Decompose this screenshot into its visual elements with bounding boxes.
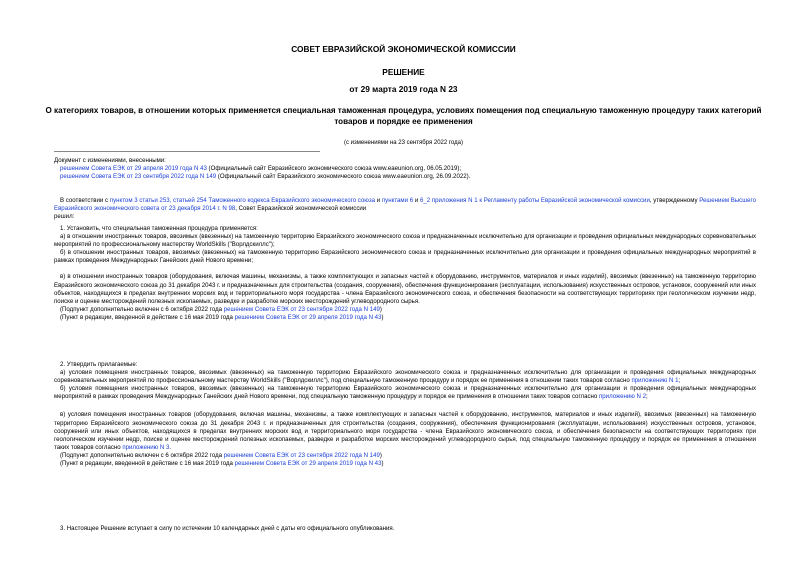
section-1-item-b: б) в отношении иностранных товаров, ввозимых (ввезенных) на таможенную территорию Евразийского экономического союза и предназначенных исключительно для организации и проведения официальных международных мероприятий в рамках проведения Международных Ганейских дней Нового времени; <box>54 249 756 265</box>
changes-item: решением Совета ЕЭК от 23 сентября 2022 года N 149 (Официальный сайт Евразийского экономического союза www.eaeunion.org, 26.09.2022). <box>60 173 471 181</box>
amendment-link-149[interactable]: решением Совета ЕЭК от 23 сентября 2022 года N 149 <box>223 451 380 459</box>
section-1-item-a: а) в отношении иностранных товаров, ввозимых (ввезенных) на таможенную территорию Евразийского экономического союза и предназначенных исключительно для организации и проведения официальных международных соревновательных мероприятий по профессиональному мастерству WorldSkills ("Ворлдскиллс"); <box>54 233 756 249</box>
section-1-item-v: в) в отношении иностранных товаров (оборудования, включая машины, механизмы, а также комплектующих и запасных частей к оборудованию, инструментов, материалов и иных изделий), ввозимых (ввезенных) на таможенную территорию Евразийского экономического союза до 31 декабря 2043 г. и предназначенных для строительства (создания, сооружения), обеспечения функционирования (эксплуатации, использования) искусственных островов, установок, сооружений или иных объектов, находящихся в пределах внутренних морских вод и территориального моря государства - члена Евразийского экономического союза, и обеспечения безопасности на соответствующих территориях при геологическом изучении недр, поиске и оценке месторождений полезных ископаемых, разведке и разработке морских месторождений углеводородного сырья. <box>54 273 756 305</box>
section-1-note-1: (Подпункт дополнительно включен с 6 октября 2022 года решением Совета ЕЭК от 23 сентября 2022 года N 149) <box>60 305 382 313</box>
appendix-1-link[interactable]: приложению N 1 <box>631 377 679 385</box>
change-link-1[interactable]: решением Совета ЕЭК от 29 апреля 2019 года N 43 <box>60 165 207 173</box>
change-link-2[interactable]: решением Совета ЕЭК от 23 сентября 2022 года N 149 <box>60 173 217 181</box>
preamble <box>54 197 756 221</box>
section-2-item-v: в) условия помещения иностранных товаров (оборудования, включая машины, механизмы, а также комплектующих и запасных частей к оборудованию, инструментов, материалов и иных изделий), ввозимых (ввезенных) на таможенную территорию Евразийского экономического союза до 31 декабря 2043 г. и предназначенных для строительства (создания, сооружения), обеспечения функционирования (эксплуатации, использования) искусственных островов, установок, сооружений или иных объектов, находящихся в пределах внутренних морских вод и территориального моря государства - члена Евразийского экономического союза, и обеспечения безопасности на соответствующих территориях при геологическом изучении недр, поиске и оценке месторождений полезных ископаемых, разведке и разработке морских месторождений углеводородного сырья, под специальную таможенную процедуру и порядок ее применения в отношении таких товаров согласно приложению N 3. <box>54 411 756 451</box>
doc-type-heading: РЕШЕНИЕ <box>382 67 425 77</box>
section-2-item-b: б) условия помещения иностранных товаров, ввозимых (ввезенных) на таможенную территорию Евразийского экономического союза и предназначенных исключительно для организации и проведения официальных международных мероприятий в рамках проведения Международных Ганейских дней Нового времени, под специальную таможенную процедуру и порядок ее применения в отношении таких товаров согласно приложению N 2; <box>54 385 756 401</box>
tk-eaeu-link[interactable]: пунктом 3 статьи 253, статьей 254 Таможенного кодекса Евразийского экономического союза <box>109 197 376 204</box>
decided-label: решил: <box>54 213 75 221</box>
amendment-link-43[interactable]: решением Совета ЕЭК от 29 апреля 2019 года N 43 <box>234 460 382 468</box>
regulation-link[interactable]: 6_2 приложения N 1 к Регламенту работы Евразийской экономической комиссии <box>419 197 650 204</box>
section-2 <box>54 361 756 468</box>
section-1-note-2: (Пункт в редакции, введенной в действие с 16 мая 2019 года решением Совета ЕЭК от 29 апреля 2019 года N 43) <box>60 313 384 321</box>
changes-item: решением Совета ЕЭК от 29 апреля 2019 года N 43 (Официальный сайт Евразийского экономического союза www.eaeunion.org, 06.05.2019); <box>60 165 462 173</box>
section-3 <box>54 525 756 533</box>
document-title: О категориях товаров, в отношении которых применяется специальная таможенная процедура, условиях помещения под специальную таможенную процедуру таких категорий товаров и порядке ее применения <box>45 106 762 126</box>
amendment-link-43[interactable]: решением Совета ЕЭК от 29 апреля 2019 года N 43 <box>234 313 382 321</box>
section-1-lead: 1. Установить, что специальная таможенная процедура применяется: <box>60 225 258 232</box>
appendix-3-link[interactable]: приложению N 3 <box>122 443 170 451</box>
changes-block <box>54 157 756 181</box>
supreme-council-decision-link[interactable]: Решением Высшего Евразийского экономического совета от 23 декабря 2014 г. N 98 <box>54 197 756 213</box>
appendix-2-link[interactable]: приложению N 2 <box>598 393 647 401</box>
amended-note: (с изменениями на 23 сентября 2022 года) <box>344 140 463 146</box>
clause-6-link[interactable]: пунктами 6 <box>381 197 414 204</box>
changes-intro: Документ с изменениями, внесенными: <box>54 157 166 164</box>
section-3-text: 3. Настоящее Решение вступает в силу по истечении 10 календарных дней с даты его официального опубликования. <box>60 525 395 532</box>
section-2-lead: 2. Утвердить прилагаемые: <box>60 361 138 368</box>
section-2-item-a: а) условия помещения иностранных товаров, ввозимых (ввезенных) на таможенную территорию Евразийского экономического союза и предназначенных исключительно для организации и проведения официальных международных соревновательных мероприятий по профессиональному мастерству WorldSkills ("Ворлдскиллс"), под специальную таможенную процедуру и порядок ее применения в отношении таких товаров согласно приложению N 1; <box>54 369 756 385</box>
divider-line <box>54 151 320 152</box>
amendment-link-149[interactable]: решением Совета ЕЭК от 23 сентября 2022 года N 149 <box>223 305 380 313</box>
section-2-note-1: (Подпункт дополнительно включен с 6 октября 2022 года решением Совета ЕЭК от 23 сентября 2022 года N 149) <box>60 451 382 459</box>
org-heading: СОВЕТ ЕВРАЗИЙСКОЙ ЭКОНОМИЧЕСКОЙ КОМИССИИ <box>291 44 516 54</box>
decision-date-number: от 29 марта 2019 года N 23 <box>349 84 458 94</box>
preamble-text: В соответствии с пунктом 3 статьи 253, статьей 254 Таможенного кодекса Евразийского экономического союза и пунктами 6 и 6_2 приложения N 1 к Регламенту работы Евразийской экономической комиссии, утвержденному Решением Высшего Евразийского экономического совета от 23 декабря 2014 г. N 98, Совет Евразийской экономической комиссии <box>54 197 756 213</box>
section-2-note-2: (Пункт в редакции, введенной в действие с 16 мая 2019 года решением Совета ЕЭК от 29 апреля 2019 года N 43) <box>60 460 384 468</box>
section-1 <box>54 225 756 322</box>
